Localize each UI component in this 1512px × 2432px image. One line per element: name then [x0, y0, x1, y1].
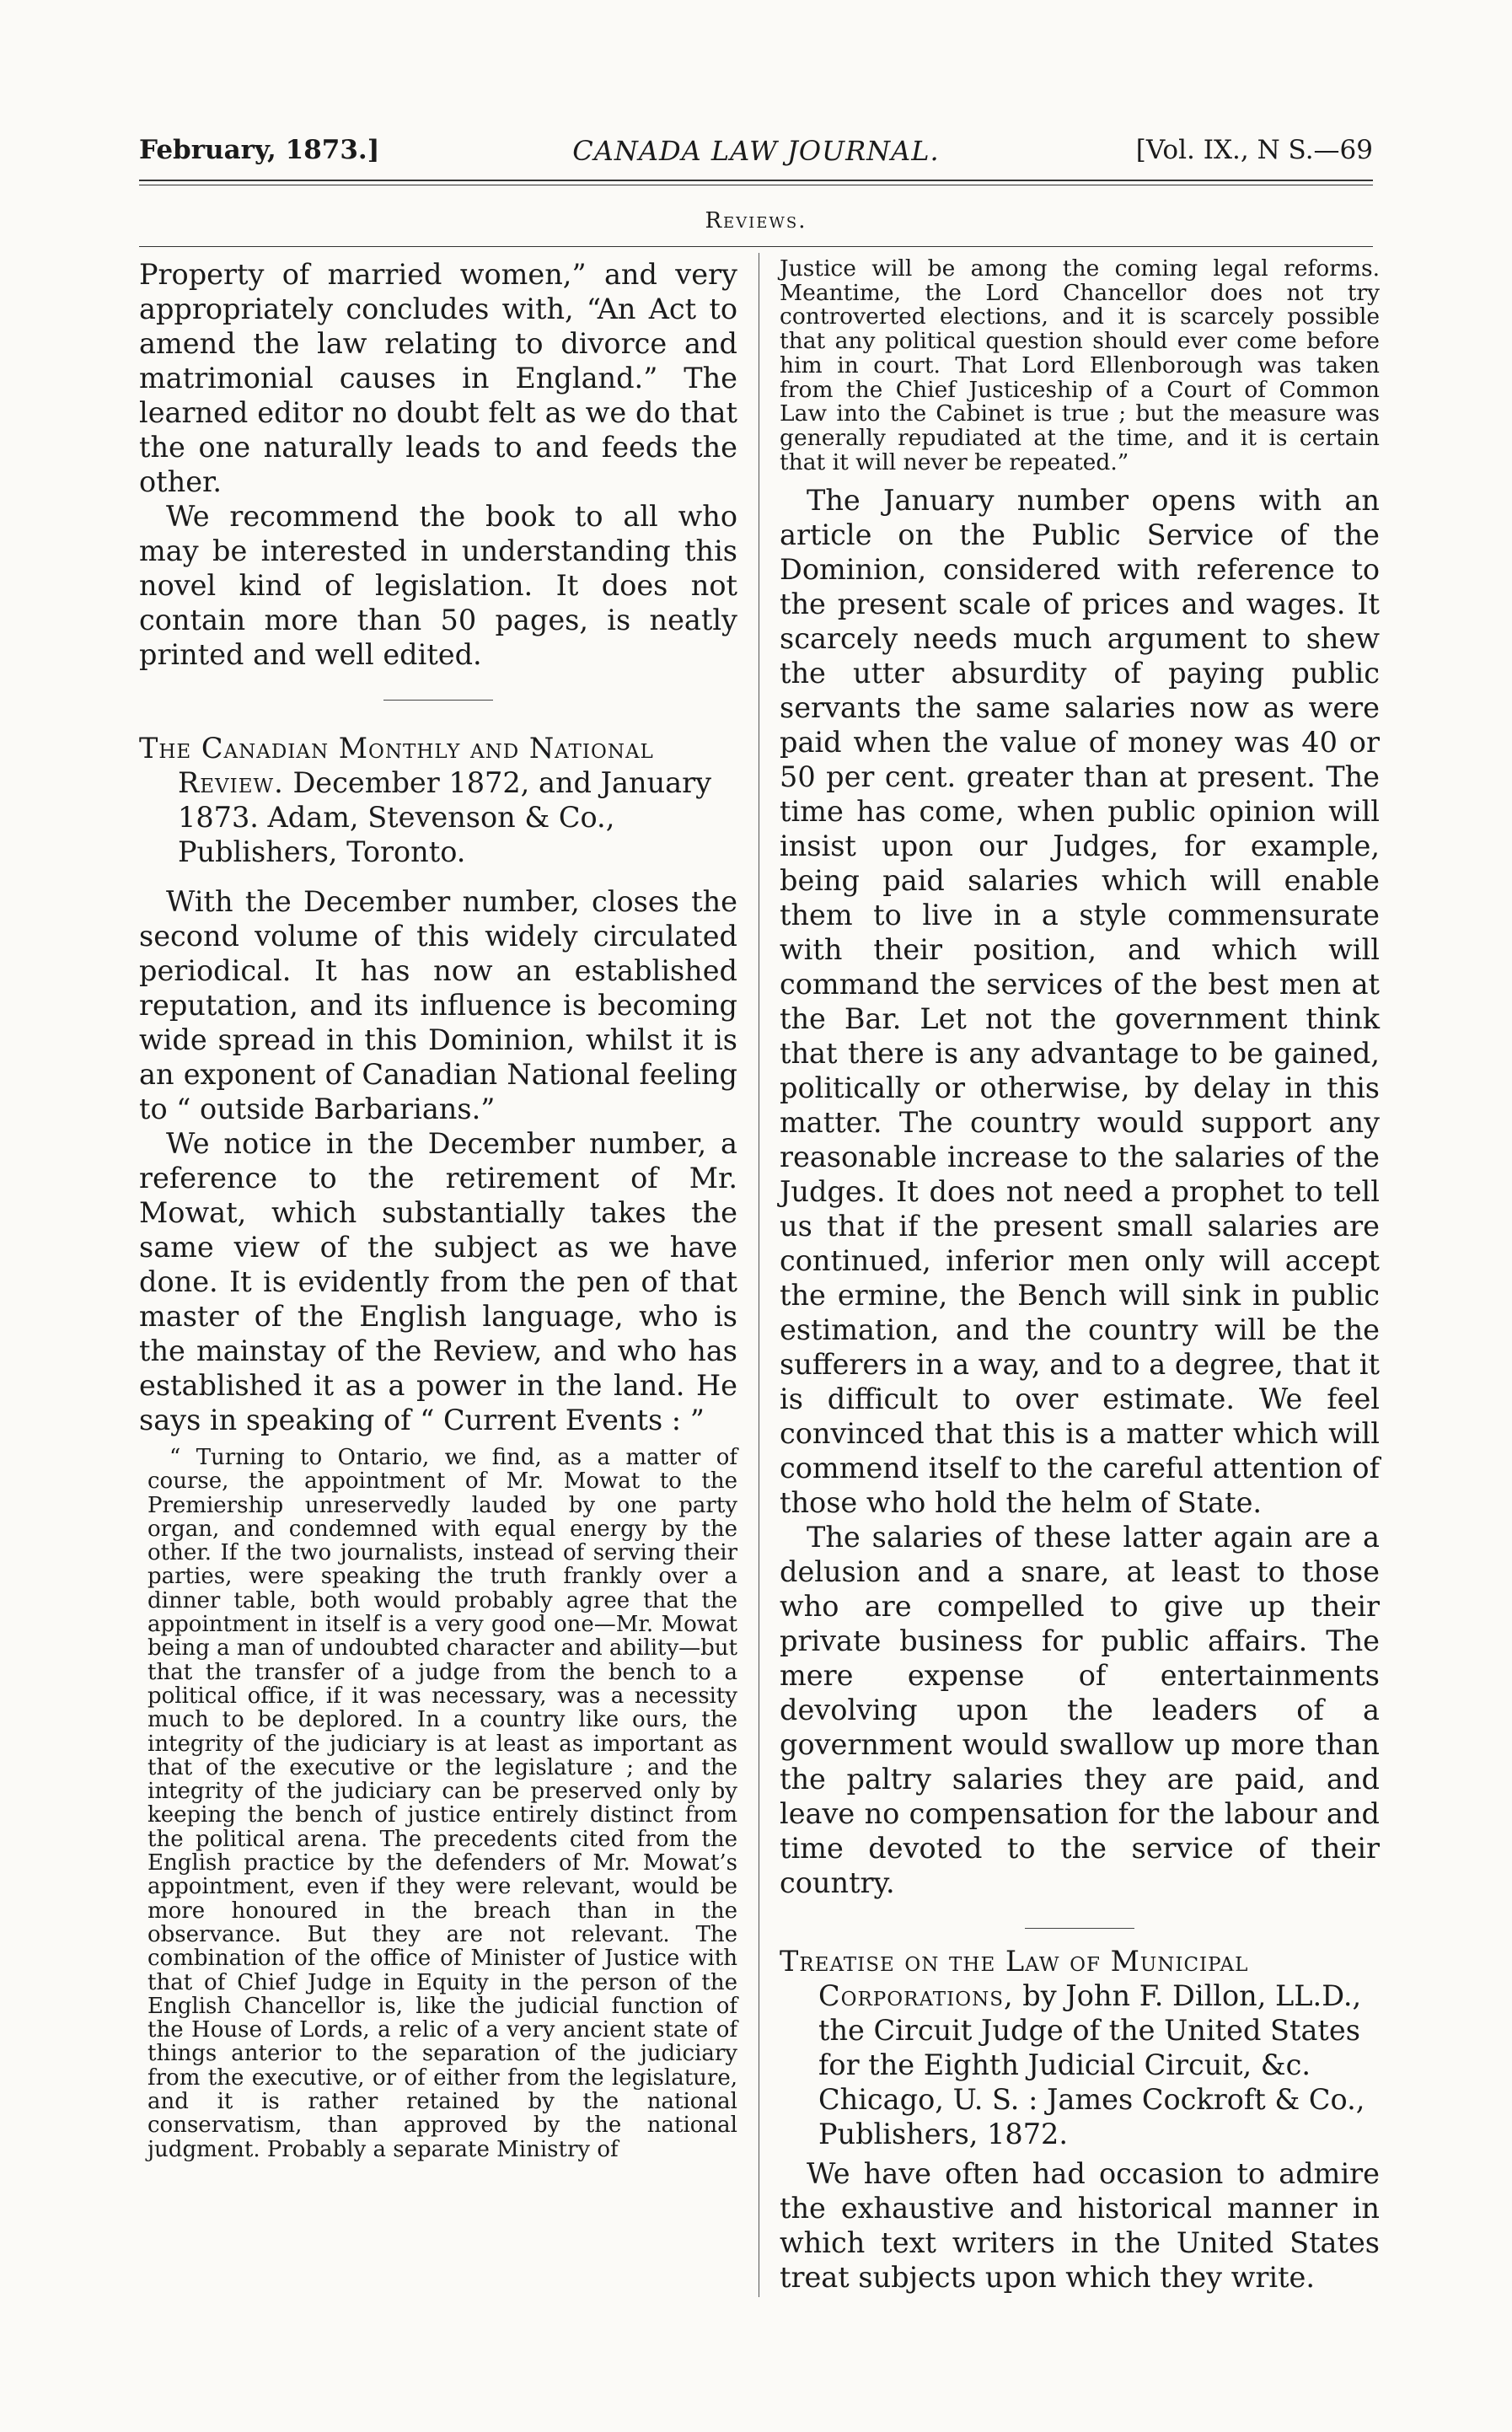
paragraph: We have often had occasion to admire the exhaustive and historical manner in which text writers in the United States treat subjects upon which they write.	[780, 2157, 1380, 2295]
review-details: December 1872, and January 1873. Adam, Stevenson & Co., Publishers, Toronto.	[178, 766, 712, 868]
review-details: by John F. Dillon, LL.D., the Circuit Judge of the United States for the Eighth Judicial Circuit, &c. Chicago, U. S. : James Cockroft & Co., Publishers, 1872.	[818, 1979, 1365, 2151]
paragraph: With the December number, closes the second volume of this widely circulated periodical. It has now an established reputation, and its influence is becoming wide spread in this Dominion, whilst it is an exponent of Canadian National feeling to “ outside Barbarians.”	[139, 885, 737, 1125]
paragraph: Property of married women,” and very appropriately concludes with, “An Act to amend the law relating to divorce and matrimonial causes in England.” The learned editor no doubt felt as we do that the one naturally leads to and feeds the other.	[139, 258, 737, 498]
header-double-rule	[139, 180, 1373, 185]
paragraph: We recommend the book to all who may be interested in understanding this novel kind of legislation. It does not contain more than 50 pages, is neatly printed and well edited.	[139, 500, 737, 671]
header-date: February, 1873.]	[139, 135, 380, 165]
section-rule	[139, 246, 1373, 247]
paragraph: The January number opens with an article on the Public Service of the Dominion, considered with reference to the present scale of prices and wages. It scarcely needs much argument to shew the utter absurdity of paying public servants the same salaries now as were paid when the value of money was 40 or 50 per cent. greater than at present. The time has come, when public opinion will insist upon our Judges, for example, being paid salaries which will enable them to live in a style commensurate with their position, and which will command the services of the best men at the Bar. Let not the government think that there is any advantage to be gained, politically or otherwise, by delay in this matter. The country would support any reasonable increase to the salaries of the Judges. It does not need a prophet to tell us that if the present small salaries are continued, inferior men only will accept the ermine, the Bench will sink in public estimation, and the country will be the sufferers in a way, and to a degree, that it is difficult to over estimate. We feel convinced that this is a matter which will commend itself to the careful attention of those who hold the helm of State.	[780, 484, 1380, 1520]
header-volume: [Vol. IX., N S.—69	[1135, 135, 1373, 165]
block-quote-continued: Justice will be among the coming legal reforms. Meantime, the Lord Chancellor does not try controverted elections, and it is scarcely possible that any political question should ever come before him in court. That Lord Ellenborough was taken from the Chief Justiceship of a Court of Common Law into the Cabinet is true ; but the measure was generally repudiated at the time, and it is certain that it will never be repeated.”	[780, 255, 1380, 475]
paragraph: The salaries of these latter again are a delusion and a snare, at least to those who are compelled to give up their private business for public affairs. The mere expense of entertainments devolving upon the leaders of a government would swallow up more than the paltry salaries they are paid, and leave no compensation for the labour and time devoted to the service of their country.	[780, 1521, 1380, 1900]
left-column	[139, 257, 737, 2161]
running-header	[139, 135, 1373, 169]
block-quote: “ Turning to Ontario, we find, as a matter of course, the appointment of Mr. Mowat to the Premiership unreservedly lauded by one party organ, and condemned with equal energy by the other. If the two journalists, instead of serving their parties, were speaking the truth frankly over a dinner table, both would probably agree that the appointment in itself is a very good one—Mr. Mowat being a man of undoubted character and ability—but that the transfer of a judge from the bench to a political office, if it was necessary, was a necessity much to be deplored. In a country like ours, the integrity of the judiciary is at least as important as that of the executive or the legislature ; and the integrity of the judiciary can be preserved only by keeping the bench of justice entirely distinct from the political arena. The precedents cited from the English practice by the defenders of Mr. Mowat’s appointment, even if they were relevant, would be more honoured in the breach than in the observance. But they are not relevant. The combination of the office of Minister of Justice with that of Chief Judge in Equity in the person of the English Chancellor is, like the judicial function of the House of Lords, a relic of a very ancient state of things anterior to the separation of the judiciary from the executive, or of either from the legislature, and it is rather retained by the national conservatism, than approved by the national judgment. Probably a separate Ministry of	[147, 1445, 737, 2162]
paragraph: We notice in the December number, a reference to the retirement of Mr. Mowat, which substantially takes the same view of the subject as we have done. It is evidently from the pen of that master of the English language, who is the mainstay of the Review, and who has established it as a power in the land. He says in speaking of “ Current Events : ”	[139, 1127, 737, 1436]
review-heading-municipal-corporations	[780, 1944, 1380, 2151]
review-title: Treatise on the Law of Municipal Corporations,	[780, 1945, 1249, 2013]
right-column	[780, 257, 1380, 2295]
review-title: The Canadian Monthly and National Review.	[139, 732, 654, 799]
header-journal-title: CANADA LAW JOURNAL.	[572, 135, 940, 167]
review-heading-canadian-monthly	[139, 731, 737, 869]
section-title: Reviews.	[705, 208, 807, 234]
